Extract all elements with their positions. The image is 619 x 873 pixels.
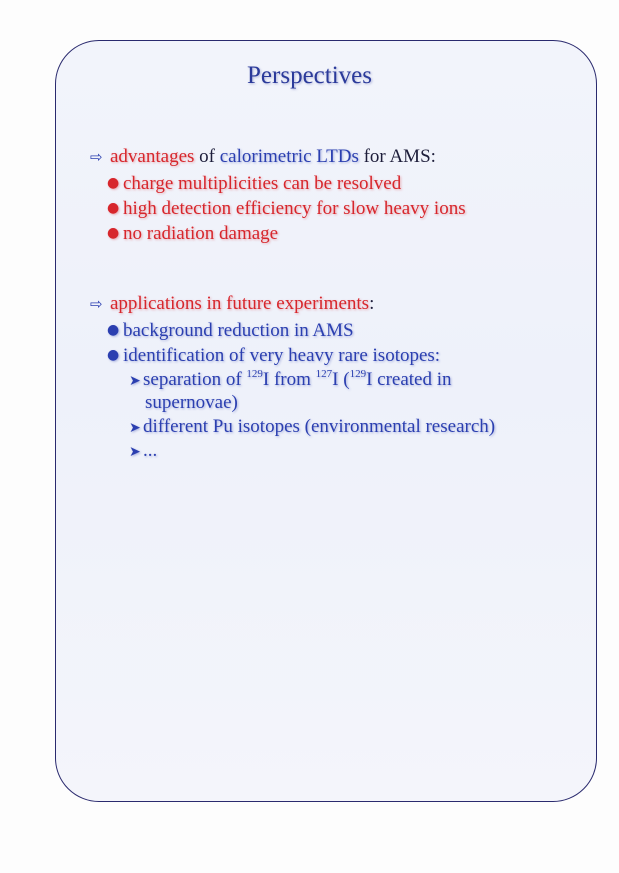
list-item [107,319,354,342]
list-item-text: identification of very heavy rare isotopes: [123,345,441,366]
list-item [107,197,466,220]
section-applications-heading [90,293,374,315]
chevron-right-icon: ➤ [129,373,141,389]
sub-item-continuation: supernovae) [145,392,238,413]
heading-word-ltds: calorimetric LTDs [219,146,359,167]
list-item [107,222,278,245]
slide-title: Perspectives [247,62,372,89]
heading-word-of: of [194,146,220,167]
bullet-icon: ● [107,200,120,216]
mass-number: 129 [349,368,367,380]
sub-item-text: I from [262,369,316,390]
bullet-icon: ● [107,175,120,191]
chevron-right-icon: ➤ [129,444,141,460]
sub-item-pu [129,416,495,439]
bullet-icon: ● [107,347,120,363]
section-advantages-heading [90,146,436,168]
sub-item-ellipsis [129,440,157,463]
hollow-arrow-icon: ⇨ [90,148,103,166]
sub-item-separation [129,369,452,392]
list-item-text: high detection efficiency for slow heavy ions [123,198,466,219]
list-item [107,344,440,367]
hollow-arrow-icon: ⇨ [90,295,103,313]
bullet-icon: ● [107,322,120,338]
sub-item-text: ... [143,440,158,461]
list-item [107,172,401,195]
sub-item-text: separation of [143,369,247,390]
heading-colon: : [369,293,375,314]
mass-number: 127 [315,368,333,380]
heading-word-ams: for AMS: [358,146,436,167]
list-item-text: background reduction in AMS [123,320,354,341]
sub-item-text: different Pu isotopes (environmental research) [143,416,496,437]
sub-item-text: I created in [366,369,452,390]
mass-number: 129 [246,368,263,380]
bullet-icon: ● [107,225,120,241]
list-item-text: charge multiplicities can be resolved [123,173,402,194]
chevron-right-icon: ➤ [129,420,141,436]
list-item-text: no radiation damage [123,223,279,244]
heading-applications: applications in future experiments [110,293,370,314]
sub-item-text: I ( [332,369,350,390]
heading-word-advantages: advantages [110,146,195,167]
